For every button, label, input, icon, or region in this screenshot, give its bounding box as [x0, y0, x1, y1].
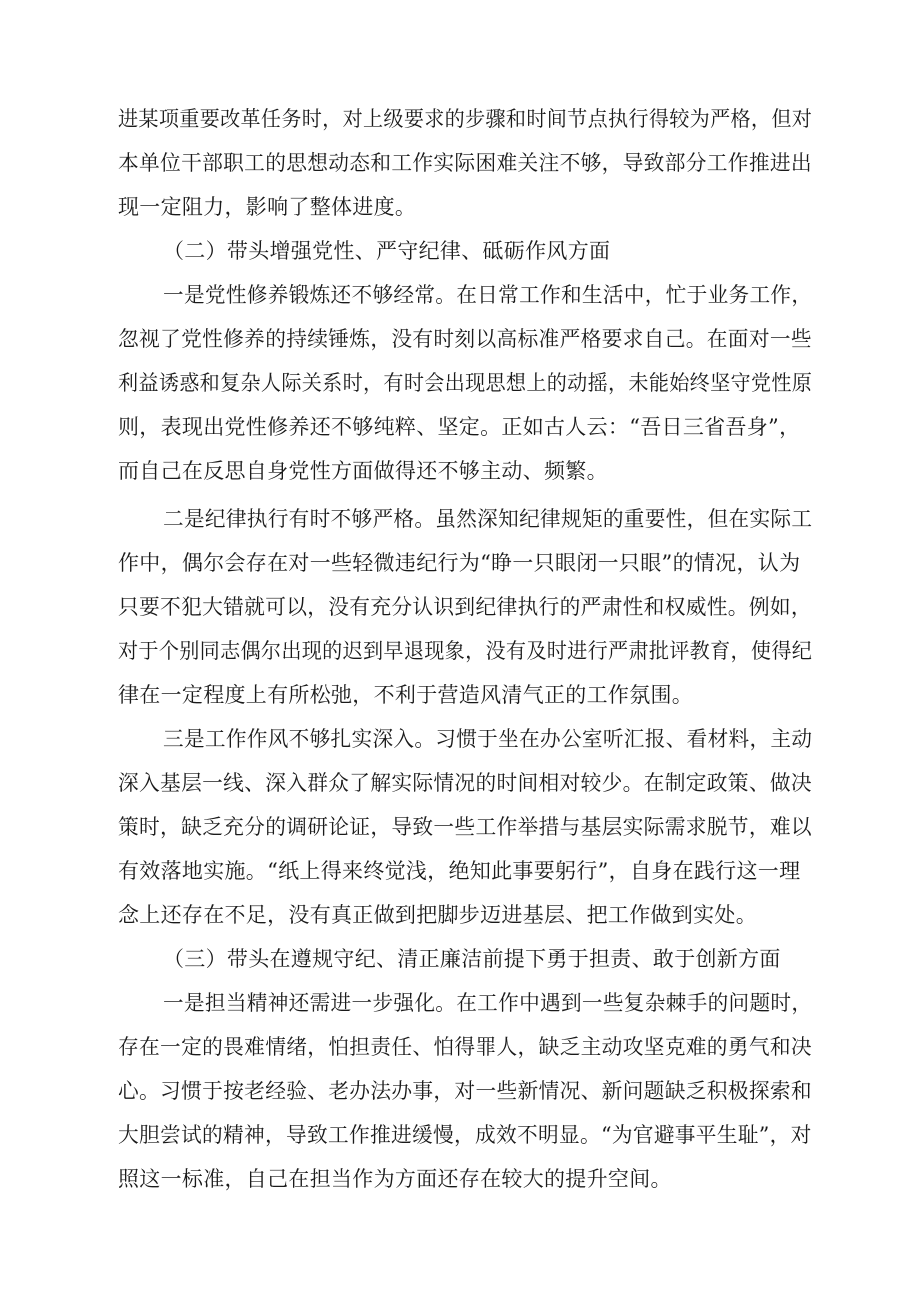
text-line: 本单位干部职工的思想动态和工作实际困难关注不够，导致部分工作推进出: [118, 151, 812, 175]
text-line: 律在一定程度上有所松弛，不利于营造风清气正的工作氛围。: [118, 683, 694, 707]
text-line: 进某项重要改革任务时，对上级要求的步骤和时间节点执行得较为严格，但对: [118, 107, 813, 131]
paragraph-first-line: 一是党性修养锻炼还不够经常。在日常工作和生活中，忙于业务工作，: [163, 283, 813, 307]
text-line: 策时，缺乏充分的调研论证，导致一些工作举措与基层实际需求脱节，难以: [118, 815, 812, 839]
section-heading-2: （二）带头增强党性、严守纪律、砥砺作风方面: [163, 239, 611, 263]
text-line: 利益诱惑和复杂人际关系时，有时会出现思想上的动摇，未能始终坚守党性原: [118, 371, 813, 395]
text-line: 则，表现出党性修养还不够纯粹、坚定。正如古人云：“吾日三省吾身”，: [118, 415, 801, 439]
text-line: 忽视了党性修养的持续锤炼，没有时刻以高标准严格要求自己。在面对一些: [118, 327, 812, 351]
text-line: 作中，偶尔会存在对一些轻微违纪行为“睁一只眼闭一只眼”的情况，认为: [118, 551, 801, 575]
paragraph-first-line: 三是工作作风不够扎实深入。习惯于坐在办公室听汇报、看材料，主动: [163, 727, 813, 751]
paragraph-first-line: 一是担当精神还需进一步强化。在工作中遇到一些复杂棘手的问题时，: [163, 991, 813, 1015]
text-line: 存在一定的畏难情绪，怕担责任、怕得罪人，缺乏主动攻坚克难的勇气和决: [118, 1035, 812, 1059]
text-line: 只要不犯大错就可以，没有充分认识到纪律执行的严肃性和权威性。例如，: [118, 595, 812, 619]
text-line: 而自己在反思自身党性方面做得还不够主动、频繁。: [118, 459, 608, 483]
text-line: 念上还存在不足，没有真正做到把脚步迈进基层、把工作做到实处。: [118, 903, 757, 927]
text-line: 大胆尝试的精神，导致工作推进缓慢，成效不明显。“为官避事平生耻”，对: [118, 1123, 812, 1147]
text-line: 照这一标准，自己在担当作为方面还存在较大的提升空间。: [118, 1167, 672, 1191]
section-heading-3: （三）带头在遵规守纪、清正廉洁前提下勇于担责、敢于创新方面: [163, 947, 781, 971]
text-line: 心。习惯于按老经验、老办法办事，对一些新情况、新问题缺乏积极探索和: [118, 1079, 812, 1103]
text-line: 对于个别同志偶尔出现的迟到早退现象，没有及时进行严肃批评教育，使得纪: [118, 639, 813, 663]
text-line: 有效落地实施。“纸上得来终觉浅，绝知此事要躬行”，自身在践行这一理: [118, 859, 801, 883]
text-line: 现一定阻力，影响了整体进度。: [118, 195, 417, 219]
text-line: 深入基层一线、深入群众了解实际情况的时间相对较少。在制定政策、做决: [118, 771, 812, 795]
paragraph-first-line: 二是纪律执行有时不够严格。虽然深知纪律规矩的重要性，但在实际工: [163, 507, 813, 531]
